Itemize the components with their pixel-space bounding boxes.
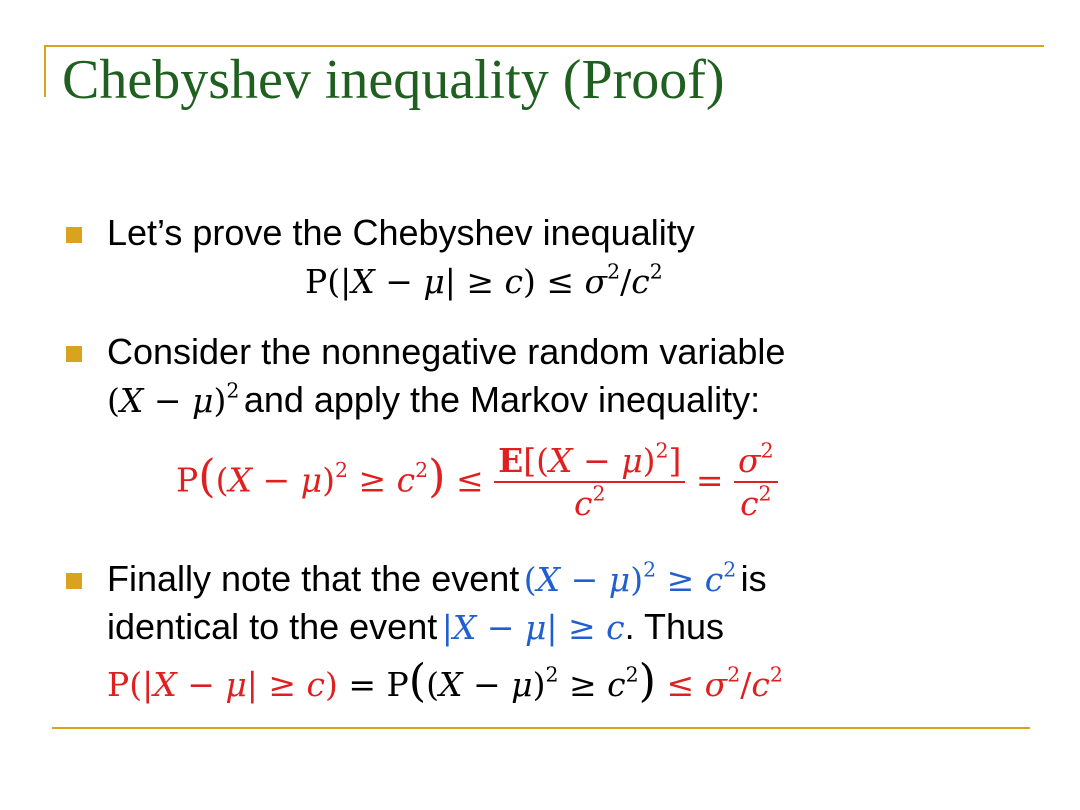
bullet-2-line-1: Consider the nonnegative random variable <box>107 331 786 372</box>
bullet-3-line-1-text: Finally note that the event <box>107 558 520 599</box>
chebyshev-formula: $P(|X - \mu| \ge c) \le \sigma^2/c^2$ <box>305 259 663 301</box>
bullet-marker-3 <box>66 573 82 589</box>
bullet-marker-1 <box>66 227 82 243</box>
bullet-3-line-1-end: is <box>740 558 767 599</box>
bullet-3-line-2-text: identical to the event <box>107 606 438 647</box>
event-squared-expression: $(X - \mu)^2 \ge c^2$ <box>523 557 737 599</box>
variance-fraction: $\frac{\sigma^2}{c^2}$ <box>734 440 778 525</box>
bullet-1-text: Let’s prove the Chebyshev inequality <box>107 212 695 253</box>
bullet-3-line-2 <box>107 604 724 649</box>
squared-deviation-expression: $(X - \mu)^2$ <box>107 378 240 420</box>
title-accent-horizontal <box>44 45 1044 47</box>
footer-divider <box>52 727 1030 729</box>
bullet-3-line-2-end: . Thus <box>624 606 725 647</box>
title-accent-vertical <box>44 45 46 97</box>
bullet-2-line-2-text: and apply the Markov inequality: <box>243 379 761 420</box>
bullet-2-line-2 <box>107 377 760 422</box>
slide-title: Chebyshev inequality (Proof) <box>62 49 725 111</box>
final-formula: $P(|X - \mu| \ge c) = P((X - \mu)^2 \ge c^2) \le \sigma^2/c^2$ <box>107 655 783 707</box>
bullet-marker-2 <box>66 346 82 362</box>
bullet-3-line-1 <box>107 556 767 601</box>
markov-fraction: $\frac{E[(X - \mu)^2]}{c^2}$ <box>494 440 685 525</box>
markov-formula: $P((X - \mu)^2 \ge c^2)$ ≤ $\frac{E[(X - \mu)^2]}{c^2}$ = $\frac{\sigma^2}{c^2}$ <box>176 440 778 525</box>
event-abs-expression: |X − μ| ≥ c <box>441 608 625 647</box>
